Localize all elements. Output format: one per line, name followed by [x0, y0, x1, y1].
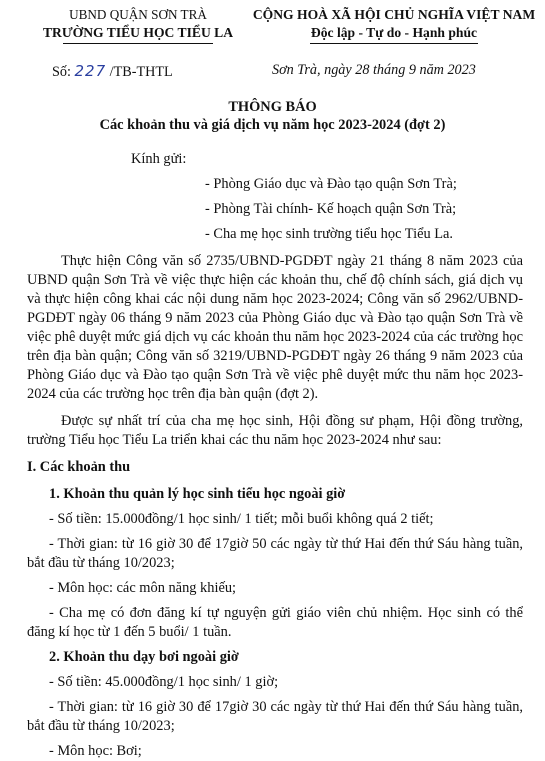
section-1-heading: I. Các khoản thu [27, 459, 131, 475]
place-date: Sơn Trà, ngày 28 tháng 9 năm 2023 [272, 62, 476, 78]
item-1-fee: - Số tiền: 15.000đồng/1 học sinh/ 1 tiết; mỗi buổi không quá 2 tiết; [49, 511, 434, 527]
issuer-underline [63, 43, 213, 44]
doc-number-suffix: /TB-THTL [106, 64, 173, 80]
motto-underline [310, 43, 478, 44]
doc-number-prefix: Số: [52, 64, 75, 80]
national-motto-block [248, 6, 540, 44]
document-body [27, 150, 523, 761]
country-name: CỘNG HOÀ XÃ HỘI CHỦ NGHĨA VIỆT NAM [252, 7, 536, 22]
issuer-authority: UBND QUẬN SƠN TRÀ [69, 7, 207, 22]
doc-number-handwritten: 227 [74, 62, 107, 80]
item-1-registration: - Cha mẹ có đơn đăng kí tự nguyện gửi giáo viên chủ nhiệm. Học sinh có thể đăng kí học từ 1 đến 5 buổi/ 1 tuần. [27, 605, 523, 640]
issuer-block [22, 6, 254, 44]
recipient-1: - Phòng Giáo dục và Đào tạo quận Sơn Trà; [205, 176, 457, 192]
recipient-2: - Phòng Tài chính- Kế hoạch quận Sơn Trà; [205, 201, 457, 217]
document-title: THÔNG BÁO [228, 99, 317, 115]
item-1-subject: - Môn học: các môn năng khiếu; [49, 580, 237, 596]
item-2-fee: - Số tiền: 45.000đồng/1 học sinh/ 1 giờ; [49, 674, 279, 690]
issuer-school: TRƯỜNG TIỂU HỌC TIỂU LA [42, 25, 234, 40]
document-number [52, 62, 173, 81]
item-2-heading: 2. Khoản thu dạy bơi ngoài giờ [49, 649, 239, 665]
item-1-time: - Thời gian: từ 16 giờ 30 để 17giờ 50 các ngày từ thứ Hai đến thứ Sáu hàng tuần, bắt đầu từ tháng 10/2023; [27, 536, 523, 571]
greeting: Kính gửi: [131, 151, 187, 167]
document-subtitle: Các khoản thu và giá dịch vụ năm học 2023-2024 (đợt 2) [99, 117, 446, 133]
item-2-time: - Thời gian: từ 16 giờ 30 để 17giờ 30 các ngày từ thứ Hai đến thứ Sáu hàng tuần, bắt đầu từ tháng 10/2023; [27, 699, 523, 734]
paragraph-agreement: Được sự nhất trí của cha mẹ học sinh, Hội đồng sư phạm, Hội đồng trường, trường Tiểu học Tiểu La triển khai các thu năm học 2023-2024 như sau: [27, 413, 523, 448]
national-motto: Độc lập - Tự do - Hạnh phúc [310, 25, 478, 40]
paragraph-legal-basis: Thực hiện Công văn số 2735/UBND-PGDĐT ngày 21 tháng 8 năm 2023 của UBND quận Sơn Trà về việc thực hiện các khoản thu, chế độ chính sách, giá dịch vụ và thực hiện công khai các nội dung năm học 2023-2024; Công văn số 2962/UBND-PGDĐT ngày 06 tháng 9 năm 2023 của Phòng Giáo dục và Đào tạo quận Sơn Trà về việc phê duyệt mức giá dịch vụ các khoản thu năm học 2023-2024 của các trường học trên địa bàn quận; Công văn số 3219/UBND-PGDĐT ngày 26 tháng 9 năm 2023 của Phòng Giáo dục và Đào tạo quận Sơn Trà về việc phê duyệt mức thu năm học 2023-2024 của các trường học trên địa bàn quận (đợt 2). [27, 253, 523, 402]
item-2-subject: - Môn học: Bơi; [49, 743, 142, 759]
recipient-3: - Cha mẹ học sinh trường tiểu học Tiểu La. [205, 226, 454, 242]
item-1-heading: 1. Khoản thu quản lý học sinh tiểu học ngoài giờ [49, 486, 346, 502]
